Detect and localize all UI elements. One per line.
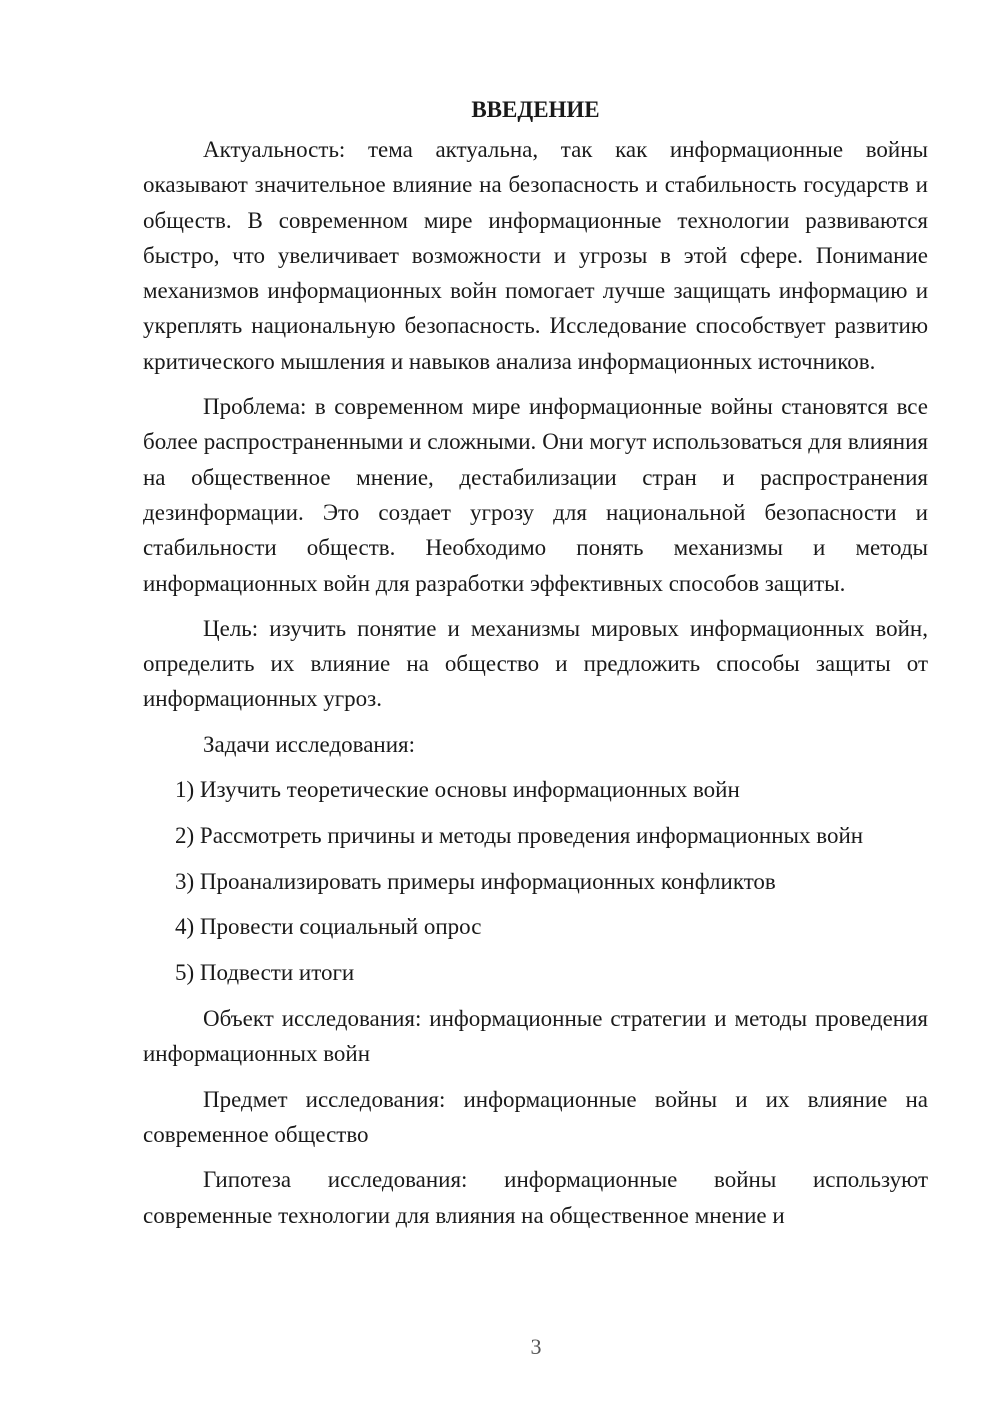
list-item: 3) Проанализировать примеры информационных конфликтов [175,868,776,894]
paragraph-relevance: Актуальность: тема актуальна, так как информационные войны оказывают значительное влияние на безопасность и стабильность государств и обществ. В современном мире информационные технологии развиваются быстро, что увеличивает возможности и угрозы в этой сфере. Понимание механизмов информационных войн помогает лучше защищать информацию и укреплять национальную безопасность. Исследование способствует развитию критического мышления и навыков анализа информационных источников. [143,137,928,374]
list-item: 4) Провести социальный опрос [175,914,482,940]
task-list [143,772,928,990]
paragraph-goal: Цель: изучить понятие и механизмы мировых информационных войн, определить их влияние на общество и предложить способы защиты от информационных угроз. [143,615,928,712]
list-item: 1) Изучить теоретические основы информационных войн [175,777,740,803]
paragraph-tasks-heading: Задачи исследования: [203,731,416,757]
paragraph-hypothesis: Гипотеза исследования: информационные войны используют современные технологии для влияния на общественное мнение и [143,1167,928,1228]
document-page [143,92,928,1243]
paragraph-problem: Проблема: в современном мире информационные войны становятся все более распространенными и сложными. Они могут использоваться для влияния на общественное мнение, дестабилизации стран и распространения дезинформации. Это создает угрозу для национальной безопасности и стабильности обществ. Необходимо понять механизмы и методы информационных войн для разработки эффективных способов защиты. [143,394,928,596]
paragraph-subject: Предмет исследования: информационные войны и их влияние на современное общество [143,1086,928,1147]
list-item: 5) Подвести итоги [175,960,355,986]
paragraph-object: Объект исследования: информационные стратегии и методы проведения информационных войн [143,1006,928,1067]
list-item: 2) Рассмотреть причины и методы проведения информационных войн [175,822,864,848]
page-number: 3 [530,1334,542,1359]
section-title: ВВЕДЕНИЕ [471,97,600,122]
